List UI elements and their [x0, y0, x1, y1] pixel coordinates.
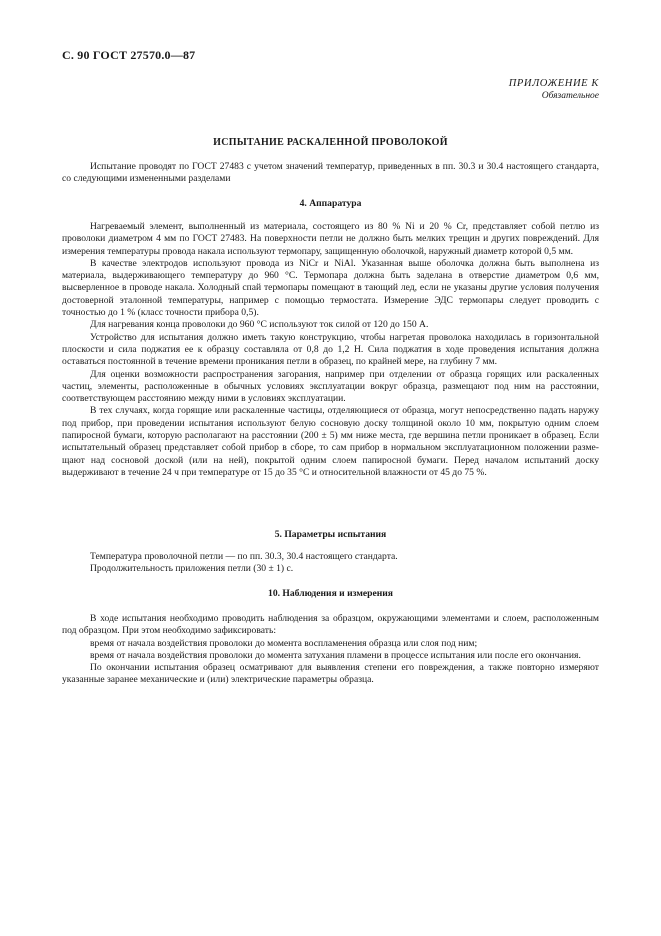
section-heading-parameters: 5. Параметры испытания [274, 529, 387, 540]
paragraph: В ходе испытания необходимо проводить наблюдения за образцом, окружающими элементами и слоем, расположенным под образцом. При этом необходимо зафиксировать: [62, 613, 599, 637]
appendix-label [509, 77, 599, 103]
paragraph: время от начала воздействия проволоки до момента воспламенения образца или слоя под ним; [90, 637, 478, 649]
paragraph: Продолжительность приложения петли (30 ± 1) с. [90, 563, 294, 575]
paragraph: По окончании испытания образец осматривают для выявления степени его повреждения, а также повторно измеряют указанные заранее механические и (или) электрические параметры образца. [62, 662, 599, 686]
paragraph: Для нагревания конца проволоки до 960 °С используют ток силой от 120 до 150 А. [90, 319, 429, 331]
paragraph: Устройство для испытания должно иметь такую конструкцию, чтобы нагретая проволока находилась в горизонтальной плоскости и сила поджатия ее к образцу составляла от 0,8 до 1,2 Н. Сила поджатия в ходе проведения испытания должна оставаться постоянной в течение времени проникания петли в образец, по крайней мере, на глубину 7 мм. [62, 331, 599, 368]
page-header: С. 90 ГОСТ 27570.0—87 [62, 48, 196, 62]
paragraph: Для оценки возможности распространения загорания, например при отделении от образца горящих или раскаленных частиц, элементы, расположенные в обычных условиях эксплуатации вокруг образца, размещают под ним на расстоянии, соответствующем расстоянию между ними в условиях эксплуатации. [62, 368, 599, 405]
paragraph: В тех случаях, когда горящие или раскаленные частицы, отделяющиеся от образца, могут непосредственно падать наружу под прибор, при проведении испытания используют белую сосновую доску толщиной около 10 мм, покрытую одним слоем папиросной бумаги, которую располагают на расстоянии (200 ± 5) мм ниже места, где вершина петли проникает в образец. Если испытательный образец представляет собой прибор в сборе, то сам прибор в нормальном эксплуатационном положении размещают над сосновой доской (или на ней), покрытой одним слоем папиросной бумаги. Перед началом испытаний доску выдерживают в течение 24 ч при температуре от 15 до 35 °С и относительной влажности от 45 до 75 %. [62, 405, 599, 478]
document-title: ИСПЫТАНИЕ РАСКАЛЕННОЙ ПРОВОЛОКОЙ [213, 137, 448, 148]
intro-block [62, 161, 599, 186]
appendix-status: Обязательное [541, 91, 599, 101]
section-body-parameters [62, 551, 599, 576]
paragraph: Испытание проводят по ГОСТ 27483 с учетом значений температур, приведенных в пп. 30.3 и 30.4 настоящего стандарта, со следующими измененными разделами [62, 161, 599, 185]
section-body-apparatus [62, 221, 599, 479]
paragraph: В качестве электродов используют провода из NiCr и NiAl. Указанная выше оболочка должна быть выполнена из материала, выдерживающего температуру до 960 °С. Термопара должна быть заделана в отверстие диаметром 0,6 мм, высверленное в проводе накала. Холодный спай термопары помещают в тающий лед, если не указаны другие условия получения достоверной эталонной температуры, например с помощью термостата. Измерение ЭДС термопары следует проводить с точностью до 1 % (класс точности прибора 0,5). [62, 257, 599, 319]
section-heading-observations: 10. Наблюдения и измерения [268, 588, 393, 599]
appendix-title: ПРИЛОЖЕНИЕ К [508, 78, 599, 89]
section-heading-apparatus: 4. Аппаратура [299, 198, 362, 209]
section-body-observations [62, 613, 599, 687]
paragraph: время от начала воздействия проволоки до момента затухания пламени в процессе испытания или после его окончания. [90, 649, 581, 661]
paragraph: Нагреваемый элемент, выполненный из материала, состоящего из 80 % Ni и 20 % Cr, представляет собой петлю из проволоки диаметром 4 мм по ГОСТ 27483. На поверхности петли не должно быть мелких трещин и других повреждений. Для измерения температуры провода накала используют термопару, защищенную оболочкой, наружный диаметр которой 0,5 мм. [62, 221, 599, 257]
paragraph: Температура проволочной петли — по пп. 30.3, 30.4 настоящего стандарта. [90, 551, 398, 562]
